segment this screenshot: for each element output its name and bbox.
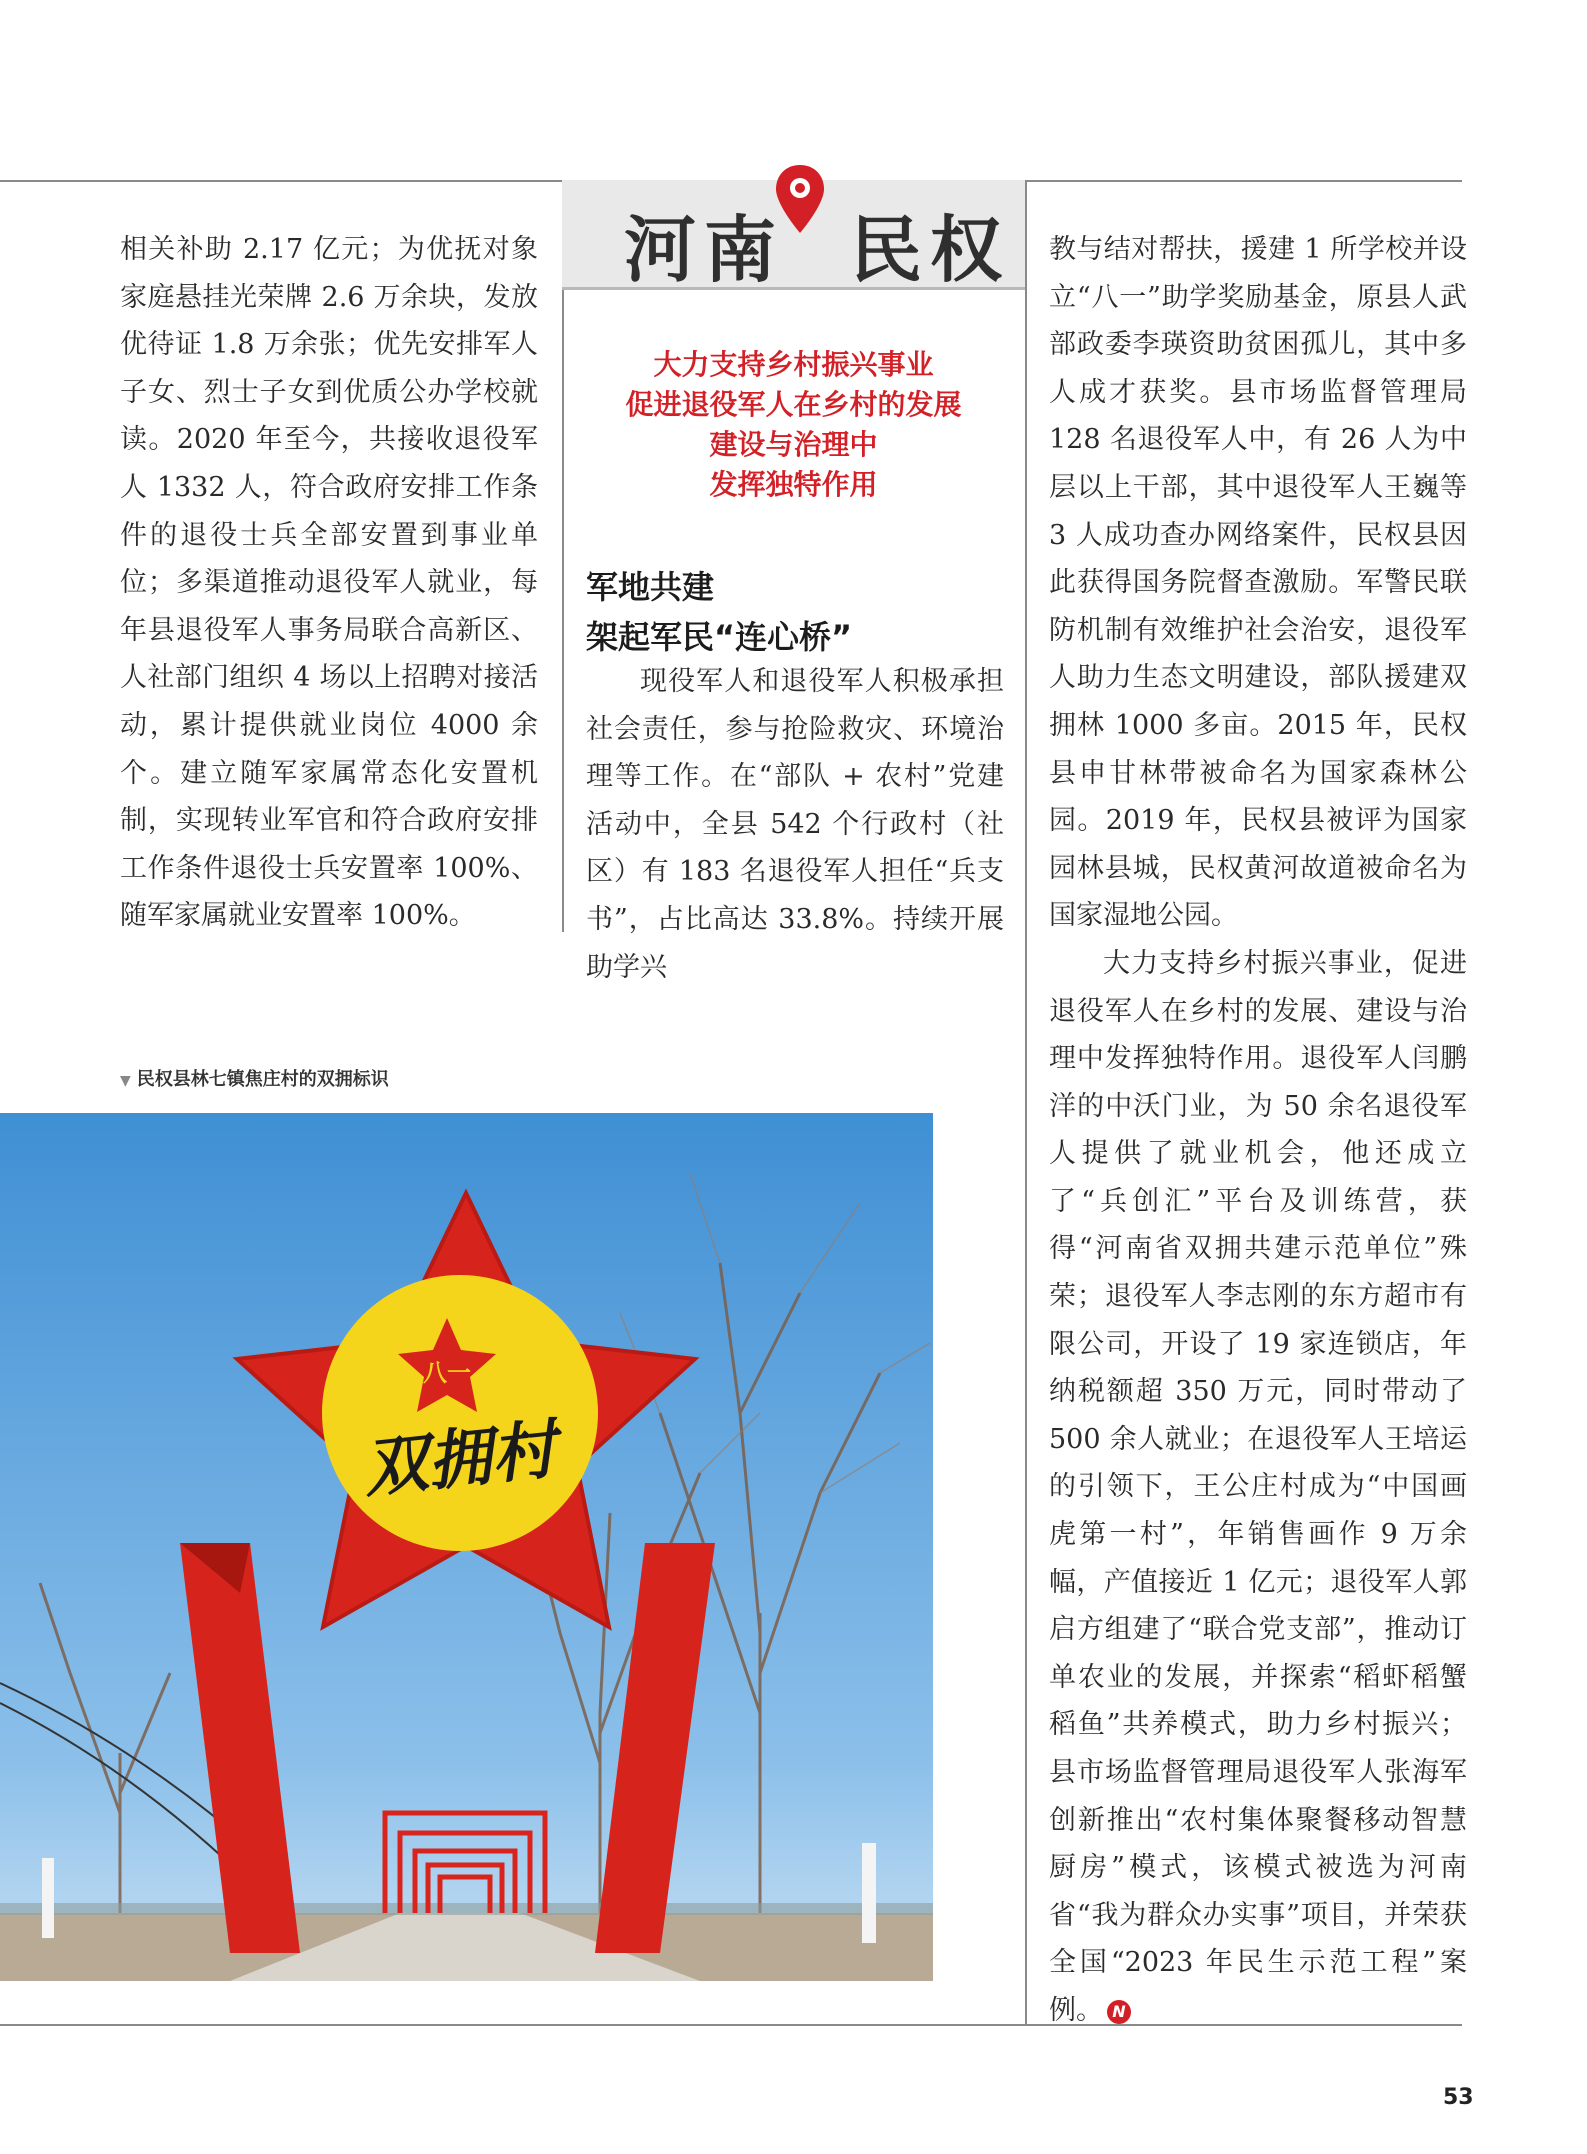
sign-text: 双拥村 bbox=[360, 1412, 560, 1507]
shuangyong-arch-photo bbox=[0, 1113, 933, 1981]
left-column bbox=[120, 226, 538, 940]
subhead-line: 军地共建 bbox=[586, 568, 715, 606]
deck-line: 发挥独特作用 bbox=[709, 468, 878, 501]
section-subhead bbox=[586, 562, 852, 662]
location-pin-icon bbox=[774, 163, 826, 235]
article-deck bbox=[562, 345, 1025, 505]
column-divider-left bbox=[562, 180, 564, 932]
middle-paragraph: 现役军人和退役军人积极承担社会责任，参与抢险救灾、环境治理等工作。在“部队 + 农村”党建活动中，全县 542 个行政村（社区）有 183 名退役军人担任“兵支书”，占比高达 33.8%。持续开展助学兴 bbox=[586, 666, 1004, 983]
left-paragraph: 相关补助 2.17 亿元；为优抚对象家庭悬挂光荣牌 2.6 万余块，发放优待证 1.8 万余张；优先安排军人子女、烈士子女到优质公办学校就读。2020 年至今，共接收退役军人 1332 人，符合政府安排工作条件的退役士兵全部安置到事业单位；多渠道推动退役军人就业，每年县退役军人事务局联合高新区、人社部门组织 4 场以上招聘对接活动，累计提供就业岗位 4000 余个。建立随军家属常态化安置机制，实现转业军官和符合政府安排工作条件退役士兵安置率 100%、随军家属就业安置率 100%。 bbox=[120, 234, 538, 932]
subhead-line: 架起军民“连心桥” bbox=[586, 618, 853, 656]
caption-arrow-icon: ▼ bbox=[120, 1073, 131, 1089]
column-divider-right bbox=[1025, 180, 1027, 2025]
right-paragraph-1: 教与结对帮扶，援建 1 所学校并设立“八一”助学奖励基金，原县人武部政委李瑛资助贫困孤儿，其中多人成才获奖。县市场监督管理局 128 名退役军人中，有 26 人为中层以上干部，其中退役军人王巍等 3 人成功查办网络案件，民权县因此获得国务院督查激励。军警民联防机制有效维护社会治安，退役军人助力生态文明建设，部队援建双拥林 1000 多亩。2015 年，民权县申甘林带被命名为国家森林公园。2019 年，民权县被评为国家园林县城，民权黄河故道被命名为国家湿地公园。 bbox=[1049, 234, 1467, 932]
right-paragraph-2 bbox=[1049, 940, 1467, 2035]
deck-line: 建设与治理中 bbox=[709, 428, 878, 461]
emblem-label: 八一 bbox=[423, 1359, 471, 1387]
page-number: 53 bbox=[1443, 2085, 1474, 2110]
banner-county: 民权 bbox=[850, 207, 1011, 292]
middle-column bbox=[586, 658, 1004, 991]
deck-line: 促进退役军人在乡村的发展 bbox=[625, 388, 962, 421]
top-rule-left bbox=[0, 180, 562, 182]
right-column bbox=[1049, 226, 1467, 2035]
end-mark-icon: N bbox=[1107, 2000, 1131, 2024]
caption-text: 民权县林七镇焦庄村的双拥标识 bbox=[136, 1069, 389, 1090]
right-paragraph-2-text: 大力支持乡村振兴事业，促进退役军人在乡村的发展、建设与治理中发挥独特作用。退役军人闫鹏洋的中沃门业，为 50 余名退役军人提供了就业机会，他还成立了“兵创汇”平台及训练营，获得“河南省双拥共建示范单位”殊荣；退役军人李志刚的东方超市有限公司，开设了 19 家连锁店，年纳税额超 350 万元，同时带动了 500 余人就业；在退役军人王培运的引领下，王公庄村成为“中国画虎第一村”，年销售画作 9 万余幅，产值接近 1 亿元；退役军人郭启方组建了“联合党支部”，推动订单农业的发展，并探索“稻虾稻蟹稻鱼”共养模式，助力乡村振兴；县市场监督管理局退役军人张海军创新推出“农村集体聚餐移动智慧厨房”模式，该模式被选为河南省“我为群众办实事”项目，并荣获全国“2023 年民生示范工程”案例。 bbox=[1049, 947, 1467, 2026]
photo-caption bbox=[120, 1065, 389, 1091]
deck-line: 大力支持乡村振兴事业 bbox=[653, 348, 934, 381]
banner-province: 河南 bbox=[624, 207, 785, 292]
arch-illustration bbox=[0, 1113, 933, 1981]
top-rule-right bbox=[1025, 180, 1462, 182]
